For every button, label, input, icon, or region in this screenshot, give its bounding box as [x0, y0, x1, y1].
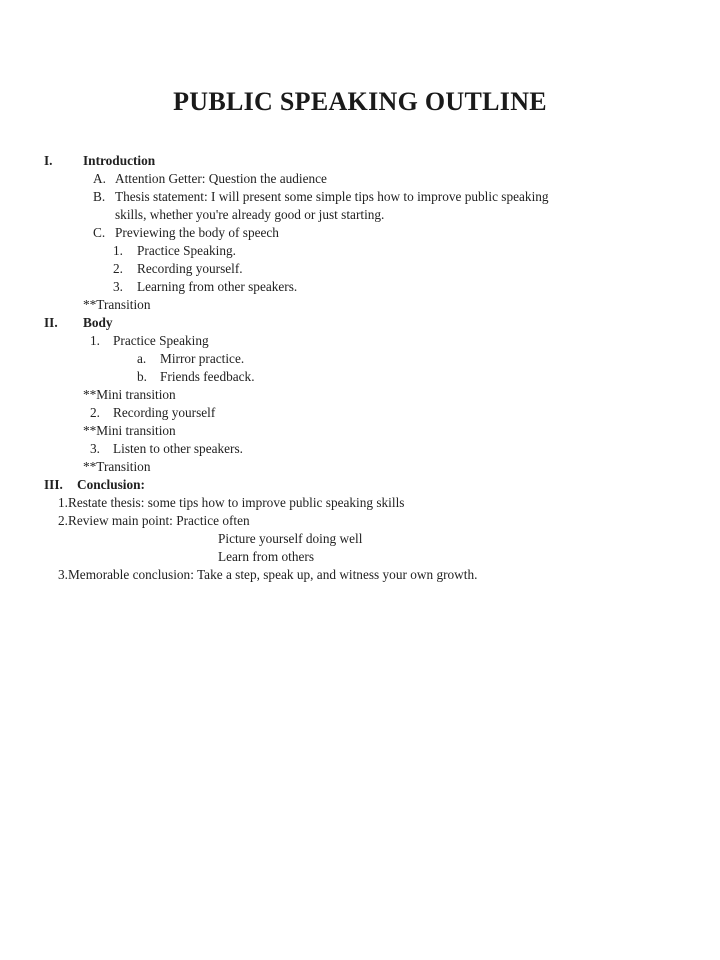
item-text: Recording yourself. [137, 261, 243, 276]
item-text: Practice Speaking. [137, 243, 236, 258]
mini-transition-2 [0, 422, 720, 440]
item-i-b-continuation [0, 206, 720, 224]
item-i-c-3 [0, 278, 720, 296]
item-label: 3. [90, 441, 100, 456]
item-text: Listen to other speakers. [113, 441, 243, 456]
item-text: Practice Speaking [113, 333, 209, 348]
section-iii-heading [0, 476, 720, 494]
document-title: PUBLIC SPEAKING OUTLINE [173, 87, 547, 116]
item-iii-2 [0, 512, 720, 530]
section-heading-text: Body [83, 315, 113, 330]
section-ii-heading [0, 314, 720, 332]
section-i-heading [0, 152, 720, 170]
section-heading-text: Introduction [83, 153, 156, 168]
item-i-c-2 [0, 260, 720, 278]
item-label: 3. [58, 567, 68, 582]
item-i-c-1 [0, 242, 720, 260]
item-label: 3. [113, 279, 123, 294]
transition-i [0, 296, 720, 314]
item-ii-3 [0, 440, 720, 458]
item-text: Attention Getter: Question the audience [115, 171, 327, 186]
item-text: Mirror practice. [160, 351, 245, 366]
item-label: B. [93, 189, 106, 204]
item-label: a. [137, 351, 147, 366]
item-ii-1 [0, 332, 720, 350]
item-iii-1 [0, 494, 720, 512]
item-label: 2. [58, 513, 68, 528]
transition-ii [0, 458, 720, 476]
item-text: Learning from other speakers. [137, 279, 298, 294]
item-label: 2. [90, 405, 100, 420]
item-text: Learn from others [218, 549, 314, 564]
item-label: C. [93, 225, 106, 240]
item-label: b. [137, 369, 147, 384]
mini-transition-1 [0, 386, 720, 404]
section-heading-text: Conclusion: [77, 477, 145, 492]
item-i-a [0, 170, 720, 188]
item-text: Previewing the body of speech [115, 225, 279, 240]
transition-text: **Transition [83, 459, 151, 474]
item-text: Restate thesis: some tips how to improve public speaking skills [67, 495, 405, 510]
item-label: 1. [90, 333, 100, 348]
item-label: A. [93, 171, 106, 186]
item-text: Recording yourself [113, 405, 216, 420]
section-numeral: I. [44, 153, 53, 168]
transition-text: **Mini transition [83, 387, 176, 402]
item-i-c [0, 224, 720, 242]
section-numeral: II. [44, 315, 58, 330]
item-iii-3 [0, 566, 720, 584]
item-i-b [0, 188, 720, 206]
item-ii-1-a [0, 350, 720, 368]
item-label: 2. [113, 261, 123, 276]
transition-text: **Mini transition [83, 423, 176, 438]
item-iii-2-sub-1 [0, 530, 720, 548]
item-text: Thesis statement: I will present some simple tips how to improve public speaking [115, 189, 549, 204]
transition-text: **Transition [83, 297, 151, 312]
item-text: Friends feedback. [160, 369, 255, 384]
item-ii-1-b [0, 368, 720, 386]
item-iii-2-sub-2 [0, 548, 720, 566]
section-numeral: III. [44, 477, 63, 492]
outline [0, 152, 720, 584]
item-label: 1. [113, 243, 123, 258]
item-label: 1. [58, 495, 68, 510]
item-text: Review main point: Practice often [67, 513, 250, 528]
item-text: Memorable conclusion: Take a step, speak up, and witness your own growth. [67, 567, 478, 582]
item-ii-2 [0, 404, 720, 422]
item-text: skills, whether you're already good or just starting. [115, 207, 385, 222]
item-text: Picture yourself doing well [218, 531, 363, 546]
